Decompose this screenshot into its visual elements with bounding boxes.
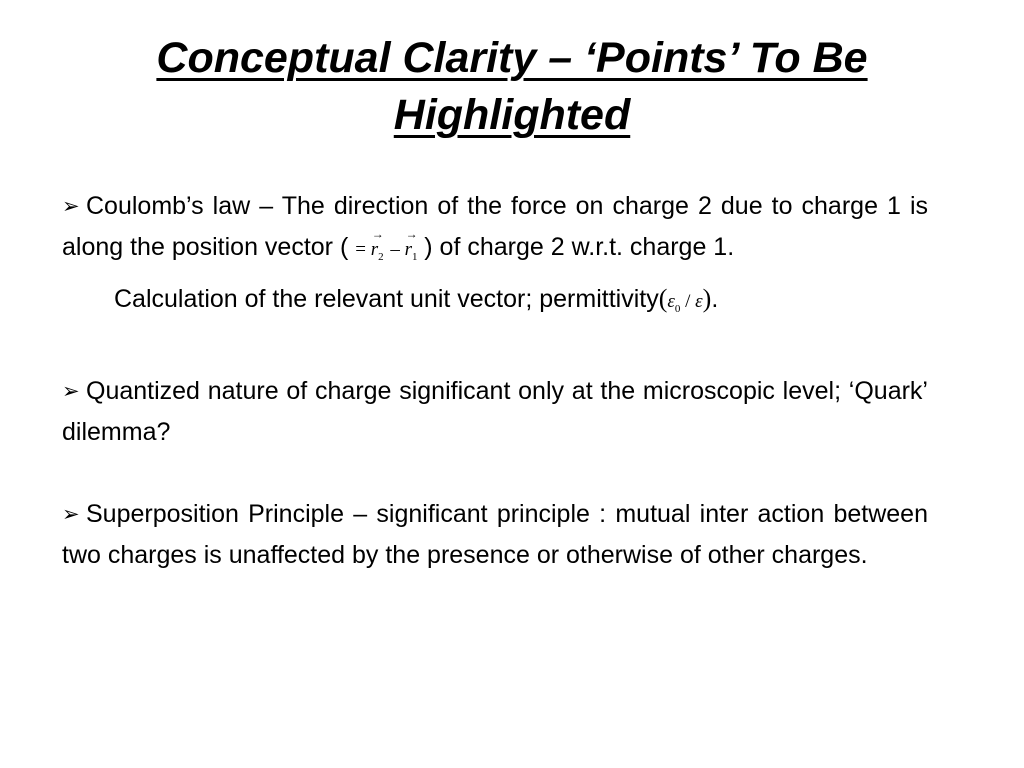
vector-arrow-icon: → (405, 227, 418, 241)
slide-title: Conceptual Clarity – ‘Points’ To Be Highlighted (156, 34, 868, 139)
permittivity-formula (658, 283, 712, 315)
close-paren: ) (702, 283, 712, 313)
r1-symbol: r (404, 239, 413, 260)
equals-sign: = (355, 239, 366, 260)
arrow-bullet-icon: ➢ (62, 194, 80, 218)
r2-subscript: 2 (378, 250, 384, 263)
arrow-bullet-icon: ➢ (62, 378, 80, 403)
position-vector-formula (355, 227, 424, 263)
bullet-superposition (62, 494, 928, 576)
vector-r2 (371, 229, 386, 278)
slash: / (685, 290, 691, 312)
bullet-coulombs-law (62, 186, 928, 278)
open-paren: ( (658, 283, 668, 313)
r1-subscript: 1 (412, 250, 418, 263)
coulombs-law-text: Coulomb’s law – The direction of the force on charge 2 due to charge 1 is along the position vector ( (62, 192, 928, 261)
r2-symbol: r (370, 239, 379, 260)
epsilon-zero-subscript: 0 (674, 302, 681, 315)
arrow-bullet-icon: ➢ (62, 501, 80, 526)
epsilon-symbol: ε (695, 290, 703, 312)
bullet-quantized-charge (62, 371, 928, 453)
quantized-charge-text: Quantized nature of charge significant only at the microscopic level; ‘Quark’ dilemma? (62, 376, 928, 446)
permittivity-end: . (711, 284, 719, 313)
permittivity-text: Calculation of the relevant unit vector; permittivity (114, 284, 659, 313)
epsilon-zero-symbol: ε (667, 290, 675, 312)
superposition-text: Superposition Principle – significant principle : mutual inter action between two charges is unaffected by the presence or otherwise of other charges. (62, 499, 928, 569)
slide-content (62, 186, 928, 576)
permittivity-line (62, 278, 928, 330)
minus-sign: – (390, 239, 400, 260)
epsilon-zero (667, 290, 681, 315)
vector-r1 (405, 229, 420, 278)
coulombs-law-text-end: ) of charge 2 w.r.t. charge 1. (424, 233, 735, 261)
vector-arrow-icon: → (371, 227, 384, 241)
